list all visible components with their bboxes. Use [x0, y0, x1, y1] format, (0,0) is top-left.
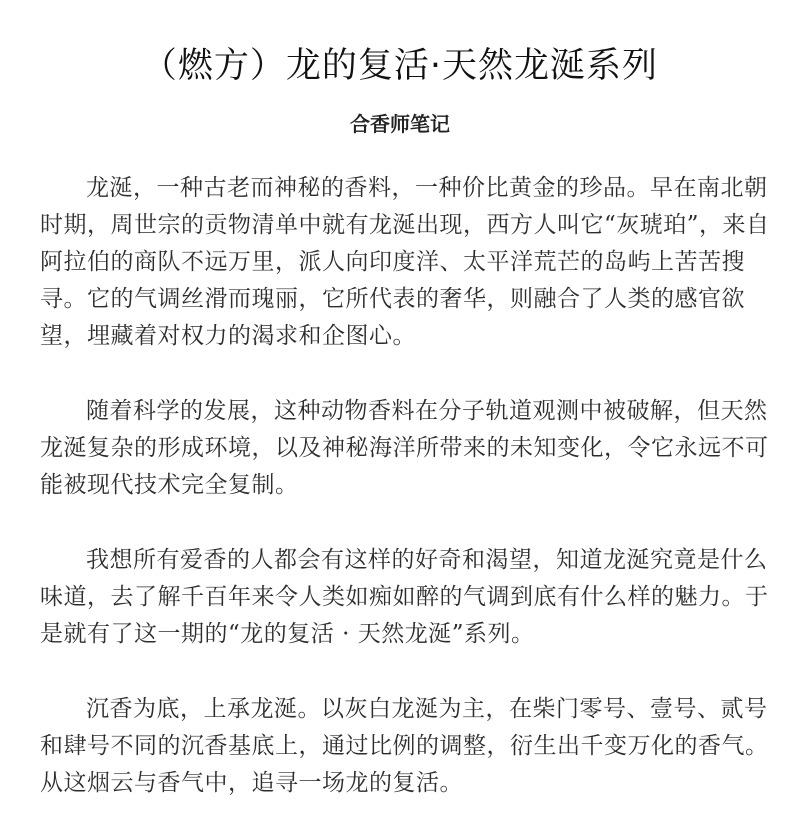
document-title: （燃方）龙的复活·天然龙涎系列	[141, 46, 659, 86]
paragraph: 随着科学的发展，这种动物香料在分子轨道观测中被破解，但天然龙涎复杂的形成环境，以及神秘海洋所带来的未知变化，令它永远不可能被现代技术完全复制。	[40, 398, 769, 498]
document-subtitle: 合香师笔记	[350, 112, 450, 136]
paragraph: 龙涎，一种古老而神秘的香料，一种价比黄金的珍品。早在南北朝时期，周世宗的贡物清单中就有龙涎出现，西方人叫它“灰琥珀”，来自阿拉伯的商队不远万里，派人向印度洋、太平洋荒芒的岛屿上苦苦搜寻。它的气调丝滑而瑰丽，它所代表的奢华，则融合了人类的感官欲望，埋藏着对权力的渴求和企图心。	[40, 175, 770, 349]
paragraph: 沉香为底，上承龙涎。以灰白龙涎为主，在柴门零号、壹号、贰号和肆号不同的沉香基底上，通过比例的调整，衍生出千变万化的香气。从这烟云与香气中，追寻一场龙的复活。	[40, 696, 769, 796]
document-body	[40, 170, 770, 840]
paragraph: 我想所有爱香的人都会有这样的好奇和渴望，知道龙涎究竟是什么味道，去了解千百年来令人类如痴如醉的气调到底有什么样的魅力。于是就有了这一期的“龙的复活 · 天然龙涎”系列。	[40, 547, 769, 647]
